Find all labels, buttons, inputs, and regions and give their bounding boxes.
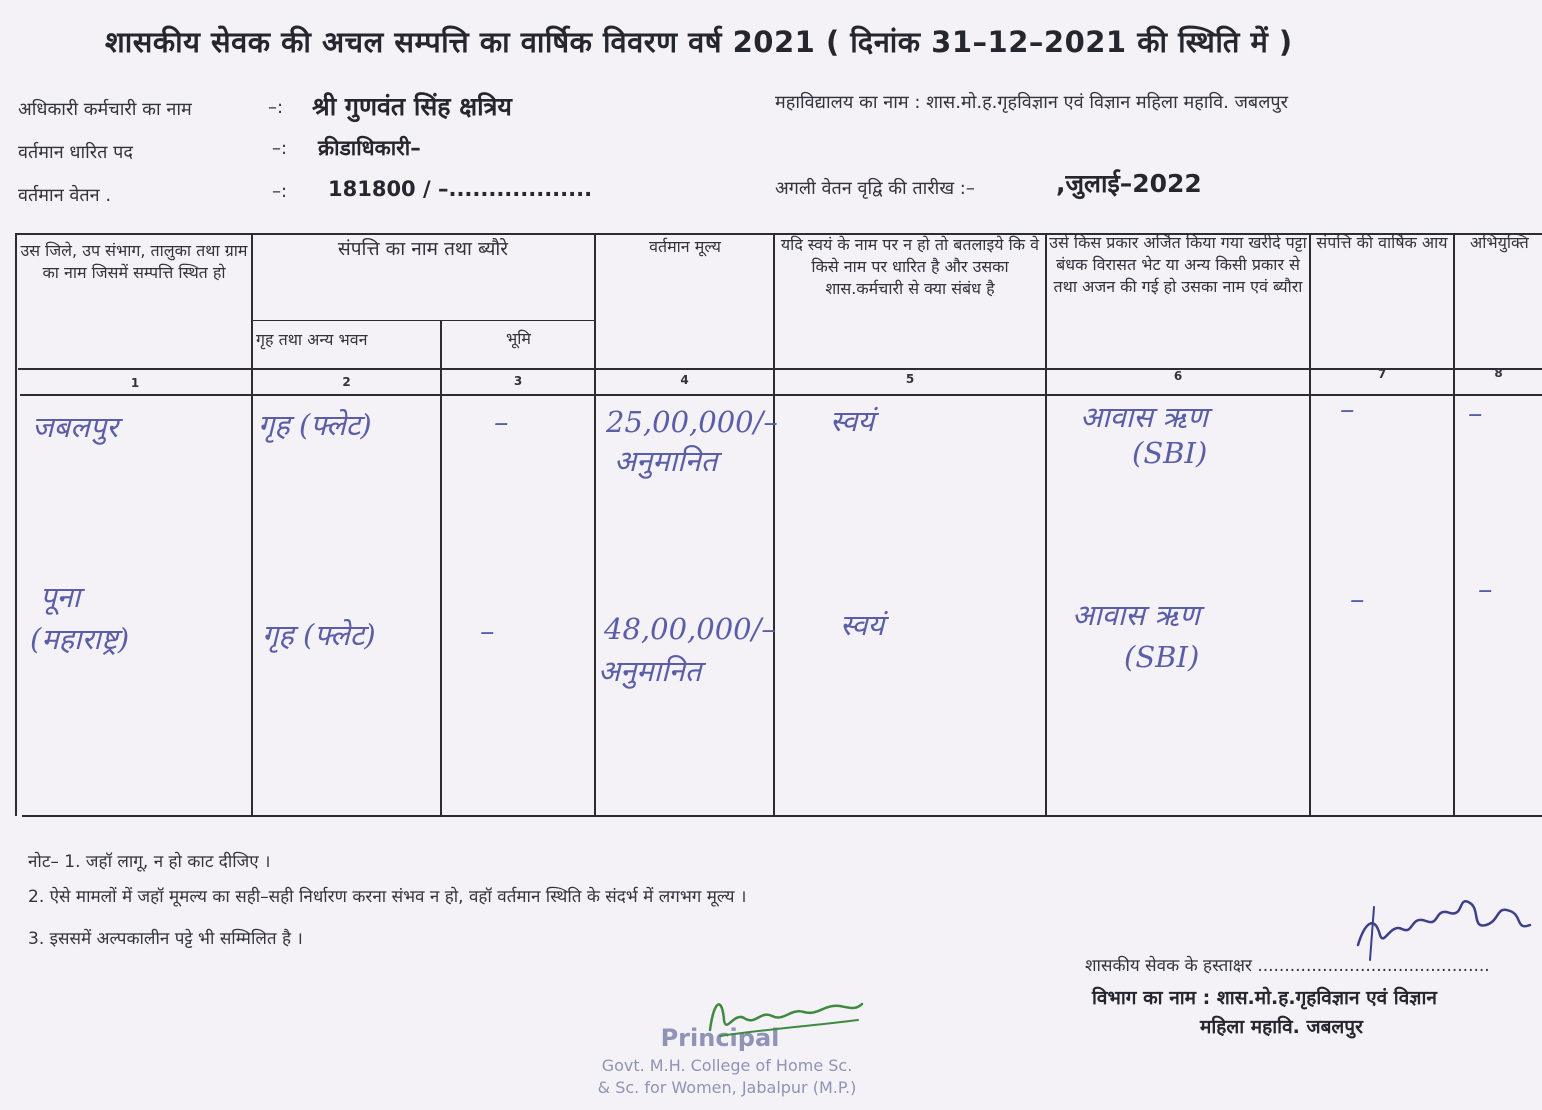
post-value: क्रीडाधिकारी– — [318, 136, 421, 160]
col-header-holder: यदि स्वयं के नाम पर न हो तो बतलाइये कि वे किसे नाम पर धारित है और उसका शास.कर्मचारी से क्या संबंध है — [780, 235, 1040, 298]
col-header-value: वर्तमान मूल्य — [649, 237, 721, 256]
name-label: अधिकारी कर्मचारी का नाम — [18, 99, 192, 120]
increment-label: अगली वेतन वृद्वि की तारीख :– — [775, 178, 975, 199]
row2-value-note: अनुमानित — [598, 654, 702, 688]
salary-value: 181800 / –.................. — [328, 177, 593, 201]
col-line-0 — [15, 233, 17, 816]
signature-label: शासकीय सेवक के हस्ताक्षर ........................................... — [1085, 956, 1490, 976]
row1-building: गृह (फ्लेट) — [258, 408, 372, 442]
col-number-7: 7 — [1377, 367, 1387, 381]
stamp-line-1: Govt. M.H. College of Home Sc. — [601, 1056, 853, 1075]
col-header-property: संपत्ति का नाम तथा ब्यौरे — [337, 238, 509, 260]
row2-value: 48,00,000/– — [604, 612, 776, 646]
row2-acquired: आवास ऋण — [1072, 598, 1200, 632]
col-number-5: 5 — [905, 372, 915, 386]
col-header-acquired: उसे किस प्रकार अर्जित किया गया खरीदे पट्टा बंधक विरासत भेट या अन्य किसी प्रकार से तथा अजन की गई हो उसका नाम एवं ब्यौरा — [1049, 233, 1307, 296]
post-label: वर्तमान धारित पद — [18, 142, 133, 163]
row1-value: 25,00,000/– — [606, 405, 778, 439]
colnum-divider — [20, 394, 1542, 396]
row2-location-note: (महाराष्ट्र) — [30, 622, 130, 656]
row1-acquired: आवास ऋण — [1080, 400, 1208, 434]
row1-acquired-note: (SBI) — [1132, 436, 1208, 470]
college-name: महाविद्यालय का नाम : शास.मो.ह.गृहविज्ञान एवं विज्ञान महिला महावि. जबलपुर — [775, 92, 1289, 113]
subheader-land: भूमि — [506, 329, 531, 348]
col-number-6: 6 — [1173, 369, 1183, 383]
col-number-2: 2 — [342, 375, 351, 389]
table-border-bottom — [22, 815, 1542, 817]
note-1: नोट– 1. जहॉ लागू, न हो काट दीजिए । — [28, 852, 271, 872]
increment-value: ,जुलाई–2022 — [1056, 169, 1202, 198]
col-number-3: 3 — [513, 374, 523, 388]
document-title: शासकीय सेवक की अचल सम्पत्ति का वार्षिक विवरण वर्ष 2021 ( दिनांक 31–12–2021 की स्थिति में ) — [105, 25, 1293, 59]
stamp-title: Principal — [660, 1024, 780, 1052]
row1-land: – — [494, 405, 509, 439]
department-name: विभाग का नाम : शास.मो.ह.गृहविज्ञान एवं विज्ञान — [1092, 987, 1437, 1009]
col-number-1: 1 — [130, 376, 140, 390]
col-header-location: उस जिले, उप संभाग, तालुका तथा ग्राम का नाम जिसमें सम्पत्ति स्थित हो — [20, 241, 248, 282]
col-line-3 — [594, 233, 596, 816]
employee-name: श्री गुणवंत सिंह क्षत्रिय — [312, 92, 512, 121]
name-separator: –: — [268, 97, 284, 118]
salary-separator: –: — [272, 181, 288, 202]
row2-acquired-note: (SBI) — [1124, 640, 1200, 674]
col-number-4: 4 — [680, 373, 689, 387]
col-line-6 — [1309, 233, 1311, 816]
row2-land: – — [480, 614, 495, 648]
col-number-8: 8 — [1494, 366, 1503, 380]
col-line-4 — [773, 233, 775, 816]
salary-label: वर्तमान वेतन . — [18, 185, 112, 206]
note-2: 2. ऐसे मामलों में जहॉ मूमल्य का सही–सही निर्धारण करना संभव न हो, वहॉ वर्तमान स्थिति के संदर्भ में लगभग मूल्य । — [28, 887, 747, 907]
employee-signature — [1330, 885, 1540, 965]
col-line-7 — [1453, 233, 1455, 816]
col-line-1 — [251, 233, 253, 816]
row2-location: पूना — [40, 580, 81, 614]
stamp-line-2: & Sc. for Women, Jabalpur (M.P.) — [597, 1078, 857, 1097]
principal-signature — [700, 990, 870, 1040]
post-separator: –: — [272, 138, 288, 159]
row2-holder: स्वयं — [840, 608, 885, 642]
row1-location: जबलपुर — [32, 410, 119, 444]
row2-remarks: – — [1478, 572, 1493, 606]
col-header-income: संपत्ति की वार्षिक आय — [1316, 233, 1448, 252]
row1-value-note: अनुमानित — [614, 444, 718, 478]
row2-building: गृह (फ्लेट) — [262, 618, 376, 652]
department-name-2: महिला महावि. जबलपुर — [1200, 1016, 1363, 1038]
row1-holder: स्वयं — [830, 404, 875, 438]
col-line-5 — [1045, 233, 1047, 816]
col-line-2 — [440, 320, 442, 816]
row2-income: – — [1350, 582, 1365, 616]
col-header-remarks: अभियुक्ति — [1470, 233, 1529, 252]
subheader-building: गृह तथा अन्य भवन — [256, 330, 368, 349]
subheader-divider — [251, 320, 595, 321]
note-3: 3. इससमें अल्पकालीन पट्टे भी सम्मिलित है । — [28, 929, 303, 949]
row1-income: – — [1340, 392, 1355, 426]
row1-remarks: – — [1468, 396, 1483, 430]
